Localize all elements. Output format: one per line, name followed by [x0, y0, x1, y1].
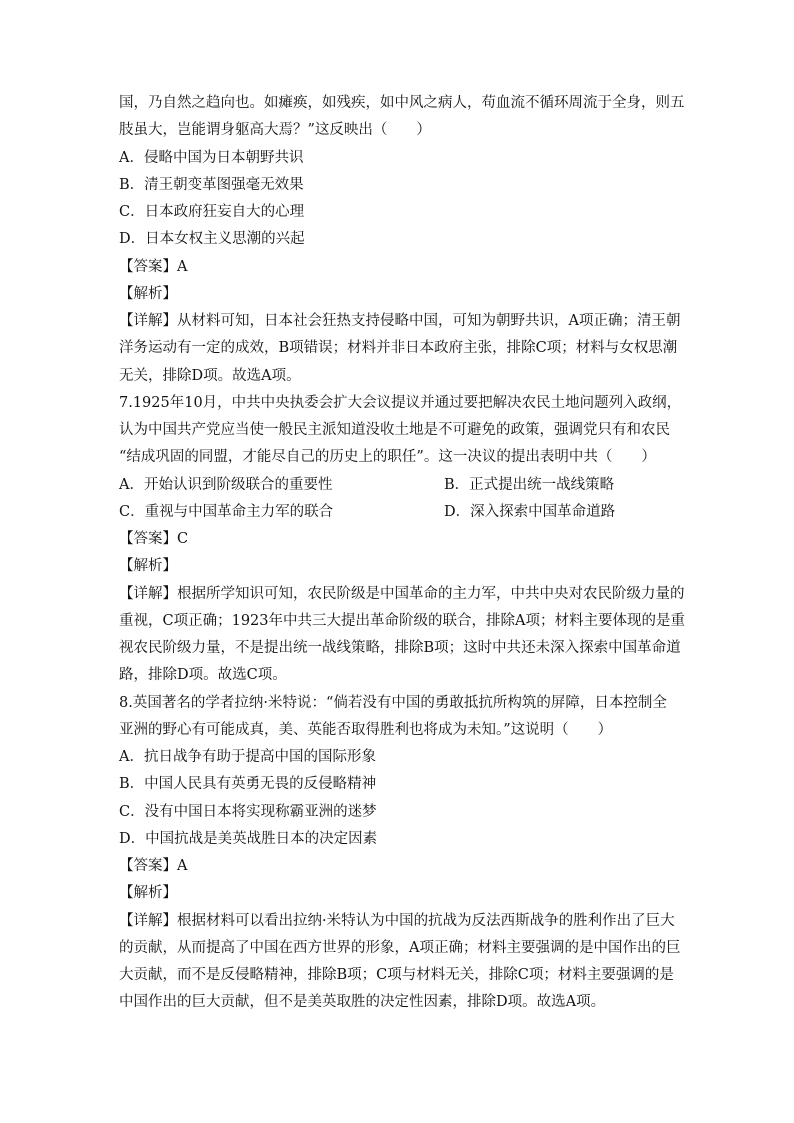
- q8-stem-line-2: 亚洲的野心有可能成真，美、英能否取得胜利也将成为未知。”这说明（ ）: [119, 722, 613, 738]
- q7-detail-line-1: 【详解】根据所学知识可知，农民阶级是中国革命的主力军，中共中央对农民阶级力量的: [119, 586, 685, 602]
- q7-answer: 【答案】C: [119, 531, 189, 547]
- q8-option-c: C．没有中国日本将实现称霸亚洲的迷梦: [119, 804, 377, 820]
- q7-detail-line-4: 路，排除D项。故选C项。: [119, 667, 287, 683]
- q6-detail-line-2: 洋务运动有一定的成效，B项错误；材料并非日本政府主张，排除C项；材料与女权思潮: [119, 340, 678, 356]
- q7-option-d: D．深入探索中国革命道路: [444, 504, 616, 520]
- q6-stem-line-1: 国，乃自然之趋向也。如瘫痪，如残疾，如中风之病人，苟血流不循环周流于全身，则五: [119, 95, 685, 111]
- q8-stem-line-1: 8.英国著名的学者拉纳·米特说：“倘若没有中国的勇敢抵抗所构筑的屏障，日本控制全: [119, 695, 667, 711]
- q7-option-b: B．正式提出统一战线策略: [444, 477, 615, 493]
- q6-detail-line-3: 无关，排除D项。故选A项。: [119, 368, 301, 384]
- q8-detail-line-1: 【详解】根据材料可以看出拉纳·米特认为中国的抗战为反法西斯战争的胜利作出了巨大: [119, 913, 675, 929]
- q6-option-d: D．日本女权主义思潮的兴起: [119, 231, 305, 247]
- q8-detail-line-3: 大贡献，而不是反侵略精神，排除B项；C项与材料无关，排除C项；材料主要强调的是: [119, 967, 674, 983]
- q7-option-c: C．重视与中国革命主力军的联合: [119, 504, 334, 520]
- q8-option-d: D．中国抗战是美英战胜日本的决定因素: [119, 831, 378, 847]
- q7-option-a: A．开始认识到阶级联合的重要性: [119, 477, 333, 493]
- q6-analysis-label: 【解析】: [119, 286, 177, 302]
- q6-stem-line-2: 肢虽大，岂能谓身躯高大焉？”这反映出（ ）: [119, 122, 431, 138]
- q6-option-a: A．侵略中国为日本朝野共识: [119, 150, 304, 166]
- q7-stem-line-2: 认为中国共产党应当使一般民主派知道没收土地是不可避免的政策，强调党只有和农民: [119, 422, 670, 438]
- q8-detail-line-4: 中国作出的巨大贡献，但不是美英取胜的决定性因素，排除D项。故选A项。: [119, 994, 606, 1010]
- q6-option-c: C．日本政府狂妄自大的心理: [119, 204, 305, 220]
- q8-option-a: A．抗日战争有助于提高中国的国际形象: [119, 749, 376, 765]
- q7-stem-line-1: 7.1925年10月，中共中央执委会扩大会议提议并通过要把解决农民土地问题列入政纲，: [119, 395, 682, 411]
- q7-analysis-label: 【解析】: [119, 558, 177, 574]
- q8-detail-line-2: 的贡献，从而提高了中国在西方世界的形象，A项正确；材料主要强调的是中国作出的巨: [119, 940, 681, 956]
- q6-answer: 【答案】A: [119, 259, 188, 275]
- q7-detail-line-2: 重视，C项正确；1923年中共三大提出革命阶级的联合，排除A项；材料主要体现的是重: [119, 613, 685, 629]
- q8-analysis-label: 【解析】: [119, 885, 177, 901]
- q6-detail-line-1: 【详解】从材料可知，日本社会狂热支持侵略中国，可知为朝野共识，A项正确；清王朝: [119, 313, 681, 329]
- q6-option-b: B．清王朝变革图强毫无效果: [119, 177, 304, 193]
- q7-stem-line-3: “结成巩固的同盟，才能尽自己的历史上的职任”。这一决议的提出表明中共（ ）: [119, 449, 656, 465]
- q7-detail-line-3: 视农民阶级力量，不是提出统一战线策略，排除B项；这时中共还未深入探索中国革命道: [119, 640, 681, 656]
- q8-answer: 【答案】A: [119, 858, 188, 874]
- q8-option-b: B．中国人民具有英勇无畏的反侵略精神: [119, 776, 377, 792]
